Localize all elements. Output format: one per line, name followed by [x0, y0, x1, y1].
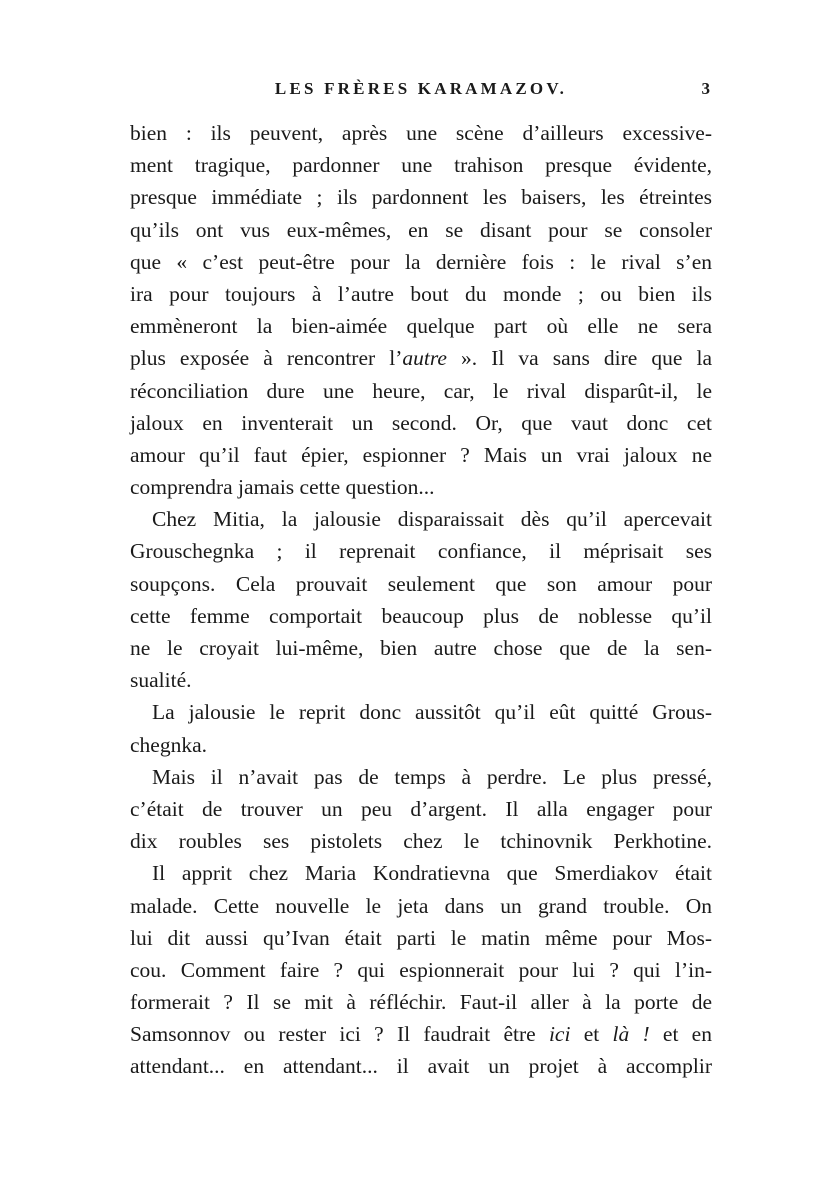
text-line [130, 664, 712, 696]
italic-text: autre [402, 346, 447, 371]
text-line [130, 503, 712, 535]
text-line [130, 857, 712, 889]
text-line [130, 471, 712, 503]
running-head [130, 76, 712, 102]
line-text: La jalousie le reprit donc aussitôt qu’il eût quitté Grous- [152, 700, 712, 725]
text-line [130, 1050, 712, 1082]
line-text: ne le croyait lui-même, bien autre chose que de la sen- [130, 636, 712, 660]
text-line [130, 149, 712, 181]
line-text: amour qu’il faut épier, espionner ? Mais un vrai jaloux ne [130, 442, 712, 467]
text-line [130, 825, 712, 857]
text-line [130, 117, 712, 149]
text-line [130, 729, 712, 761]
text-line [130, 375, 712, 407]
italic-text: ici [548, 1022, 571, 1047]
text-line [130, 568, 712, 600]
line-text: malade. Cette nouvelle le jeta dans un grand trouble. On [130, 893, 712, 918]
text-line [130, 342, 712, 374]
text-line [130, 761, 712, 793]
text-line [130, 439, 712, 471]
text-line [130, 922, 712, 954]
text-line [130, 214, 712, 246]
running-title: LES FRÈRES KARAMAZOV. [274, 79, 568, 98]
text-line [130, 632, 712, 664]
text-line [130, 954, 712, 986]
line-text: lui dit aussi qu’Ivan était parti le matin même pour Mos- [130, 925, 712, 950]
line-text: c’était de trouver un peu d’argent. Il alla engager pour [130, 796, 712, 821]
line-text: et en [649, 1022, 712, 1047]
line-text: cou. Comment faire ? qui espionnerait pour lui ? qui l’in- [130, 957, 712, 982]
body-text [130, 117, 712, 1083]
line-text: plus exposée à rencontrer l’ [130, 346, 403, 371]
line-text: comprendra jamais cette question... [130, 475, 435, 500]
line-text: sualité. [130, 668, 192, 693]
text-line [130, 310, 712, 342]
text-line [130, 278, 712, 310]
line-text: Grouschegnka ; il reprenait confiance, il méprisait ses [130, 539, 712, 564]
text-line [130, 407, 712, 439]
line-text: ment tragique, pardonner une trahison presque évidente, [130, 153, 712, 178]
line-text: dix roubles ses pistolets chez le tchinovnik Perkhotine. [130, 829, 712, 854]
text-line [130, 246, 712, 278]
text-line [130, 793, 712, 825]
line-text: Mais il n’avait pas de temps à perdre. Le plus pressé, [152, 764, 712, 789]
text-line [130, 535, 712, 567]
line-text: Chez Mitia, la jalousie disparaissait dès qu’il apercevait [152, 507, 712, 532]
line-text: que « c’est peut-être pour la dernière fois : le rival s’en [130, 249, 712, 274]
text-line [130, 696, 712, 728]
text-line [130, 600, 712, 632]
line-text: Samsonnov ou rester ici ? Il faudrait être [130, 1022, 549, 1047]
line-text: ira pour toujours à l’autre bout du monde ; ou bien ils [130, 281, 712, 306]
line-text: jaloux en inventerait un second. Or, que vaut donc cet [130, 410, 712, 435]
line-text: soupçons. Cela prouvait seulement que son amour pour [130, 571, 712, 596]
line-text: chegnka. [130, 732, 208, 757]
line-text: Il apprit chez Maria Kondratievna que Smerdiakov était [152, 861, 712, 886]
line-text: ». Il va sans dire que la [446, 346, 713, 371]
line-text: presque immédiate ; ils pardonnent les baisers, les étreintes [130, 185, 712, 210]
line-text: bien : ils peuvent, après une scène d’ailleurs excessive- [130, 121, 712, 145]
text-line [130, 1018, 712, 1050]
page-number: 3 [701, 79, 710, 98]
line-text: cette femme comportait beaucoup plus de noblesse qu’il [130, 603, 712, 628]
italic-text: là ! [612, 1022, 650, 1047]
text-line [130, 890, 712, 922]
line-text: attendant... en attendant... il avait un projet à accomplir [130, 1054, 712, 1079]
line-text: formerait ? Il se mit à réfléchir. Faut-il aller à la porte de [130, 990, 712, 1015]
line-text: et [570, 1022, 613, 1047]
text-line [130, 986, 712, 1018]
line-text: emmèneront la bien-aimée quelque part où elle ne sera [130, 314, 712, 339]
line-text: réconciliation dure une heure, car, le rival disparût-il, le [130, 378, 712, 403]
text-line [130, 181, 712, 213]
line-text: qu’ils ont vus eux-mêmes, en se disant pour se consoler [130, 217, 712, 242]
